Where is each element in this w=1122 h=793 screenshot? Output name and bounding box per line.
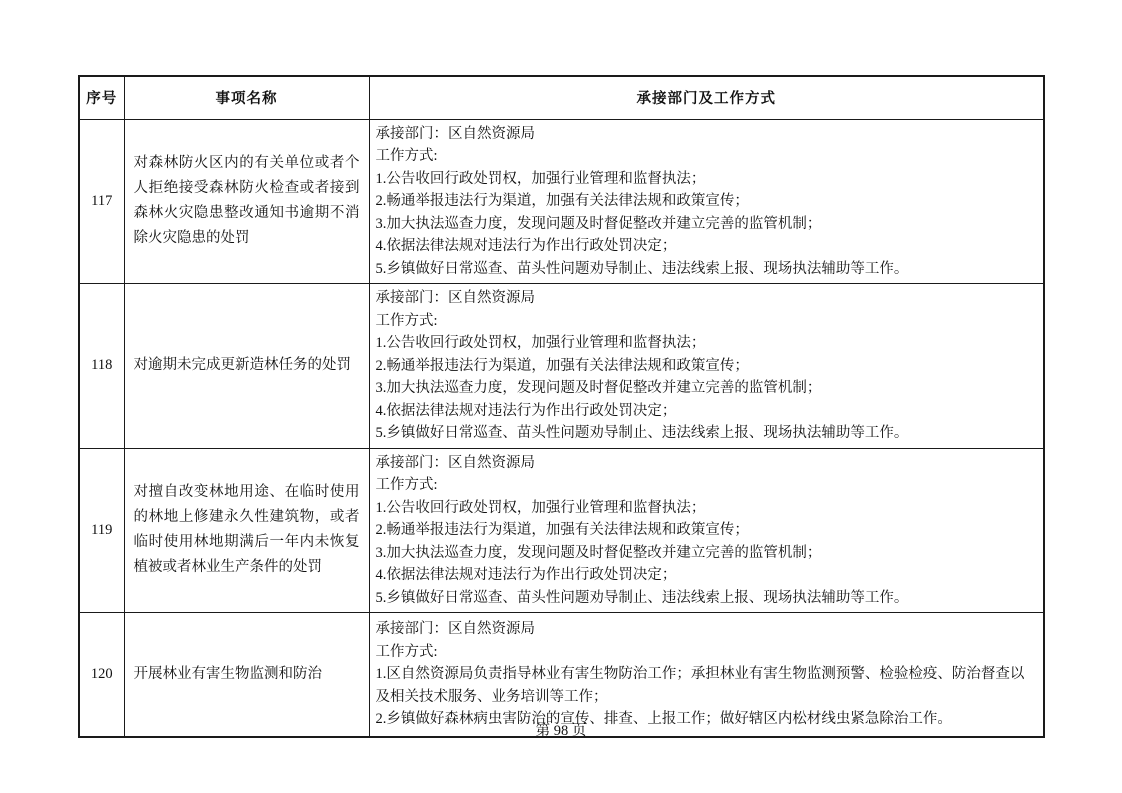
detail-line: 4.依据法律法规对违法行为作出行政处罚决定； [375,402,677,419]
detail-line: 5.乡镇做好日常巡查、苗头性问题劝导制止、违法线索上报、现场执法辅助等工作。 [375,425,909,441]
detail-cell [369,284,1044,449]
detail-line: 2.畅通举报违法行为渠道，加强有关法律法规和政策宣传； [375,522,749,538]
name-cell: 对逾期未完成更新造林任务的处罚 [124,284,369,449]
seq-cell: 120 [79,613,124,737]
detail-line: 4.依据法律法规对违法行为作出行政处罚决定； [375,567,677,583]
detail-cell [369,448,1044,613]
detail-line: 承接部门：区自然资源局 [375,454,535,471]
detail-line: 1.公告收回行政处罚权，加强行业管理和监督执法； [375,170,706,187]
detail-line: 4.依据法律法规对违法行为作出行政处罚决定； [375,238,677,254]
matters-table [78,75,1045,738]
seq-cell: 118 [79,284,124,449]
detail-line: 工作方式: [375,148,438,164]
col-header-seq: 序号 [79,76,124,119]
detail-line: 1.区自然资源局负责指导林业有害生物防治工作；承担林业有害生物监测预警、检验检疫、防治督查以及相关技术服务、业务培训等工作； [375,666,1025,705]
col-header-dept: 承接部门及工作方式 [369,76,1044,119]
detail-line: 3.加大执法巡查力度，发现问题及时督促整改并建立完善的监管机制； [375,380,822,396]
name-cell: 对擅自改变林地用途、在临时使用的林地上修建永久性建筑物，或者临时使用林地期满后一年内未恢复植被或者林业生产条件的处罚 [124,448,369,613]
detail-line: 2.乡镇做好森林病虫害防治的宣传、排查、上报工作；做好辖区内松材线虫紧急除治工作。 [375,711,952,727]
detail-line: 2.畅通举报违法行为渠道，加强有关法律法规和政策宣传； [375,193,749,209]
seq-cell: 117 [79,119,124,284]
detail-cell [369,613,1044,737]
detail-cell [369,119,1044,284]
table-row-118 [79,284,1044,449]
detail-line: 工作方式: [375,643,438,660]
detail-line: 5.乡镇做好日常巡查、苗头性问题劝导制止、违法线索上报、现场执法辅助等工作。 [375,589,909,606]
detail-line: 工作方式: [375,477,438,493]
detail-line: 5.乡镇做好日常巡查、苗头性问题劝导制止、违法线索上报、现场执法辅助等工作。 [375,260,909,277]
table-row-119 [79,448,1044,613]
detail-line: 承接部门：区自然资源局 [375,621,535,637]
detail-line: 3.加大执法巡查力度，发现问题及时督促整改并建立完善的监管机制； [375,544,822,561]
name-cell: 开展林业有害生物监测和防治 [124,613,369,737]
header-row [79,76,1044,119]
table-row-120 [79,613,1044,737]
detail-line: 3.加大执法巡查力度，发现问题及时督促整改并建立完善的监管机制； [375,215,822,232]
seq-cell: 119 [79,448,124,613]
detail-line: 1.公告收回行政处罚权，加强行业管理和监督执法； [375,499,706,516]
page-footer: 第 98 页 [535,723,587,739]
detail-line: 工作方式: [375,312,438,329]
table-row-117 [79,119,1044,284]
detail-line: 1.公告收回行政处罚权，加强行业管理和监督执法； [375,335,706,351]
detail-line: 2.畅通举报违法行为渠道，加强有关法律法规和政策宣传； [375,357,749,374]
detail-line: 承接部门：区自然资源局 [375,290,535,306]
col-header-name: 事项名称 [124,76,369,119]
detail-line: 承接部门：区自然资源局 [375,125,535,142]
name-cell: 对森林防火区内的有关单位或者个人拒绝接受森林防火检查或者接到森林火灾隐患整改通知书逾期不消除火灾隐患的处罚 [124,119,369,284]
